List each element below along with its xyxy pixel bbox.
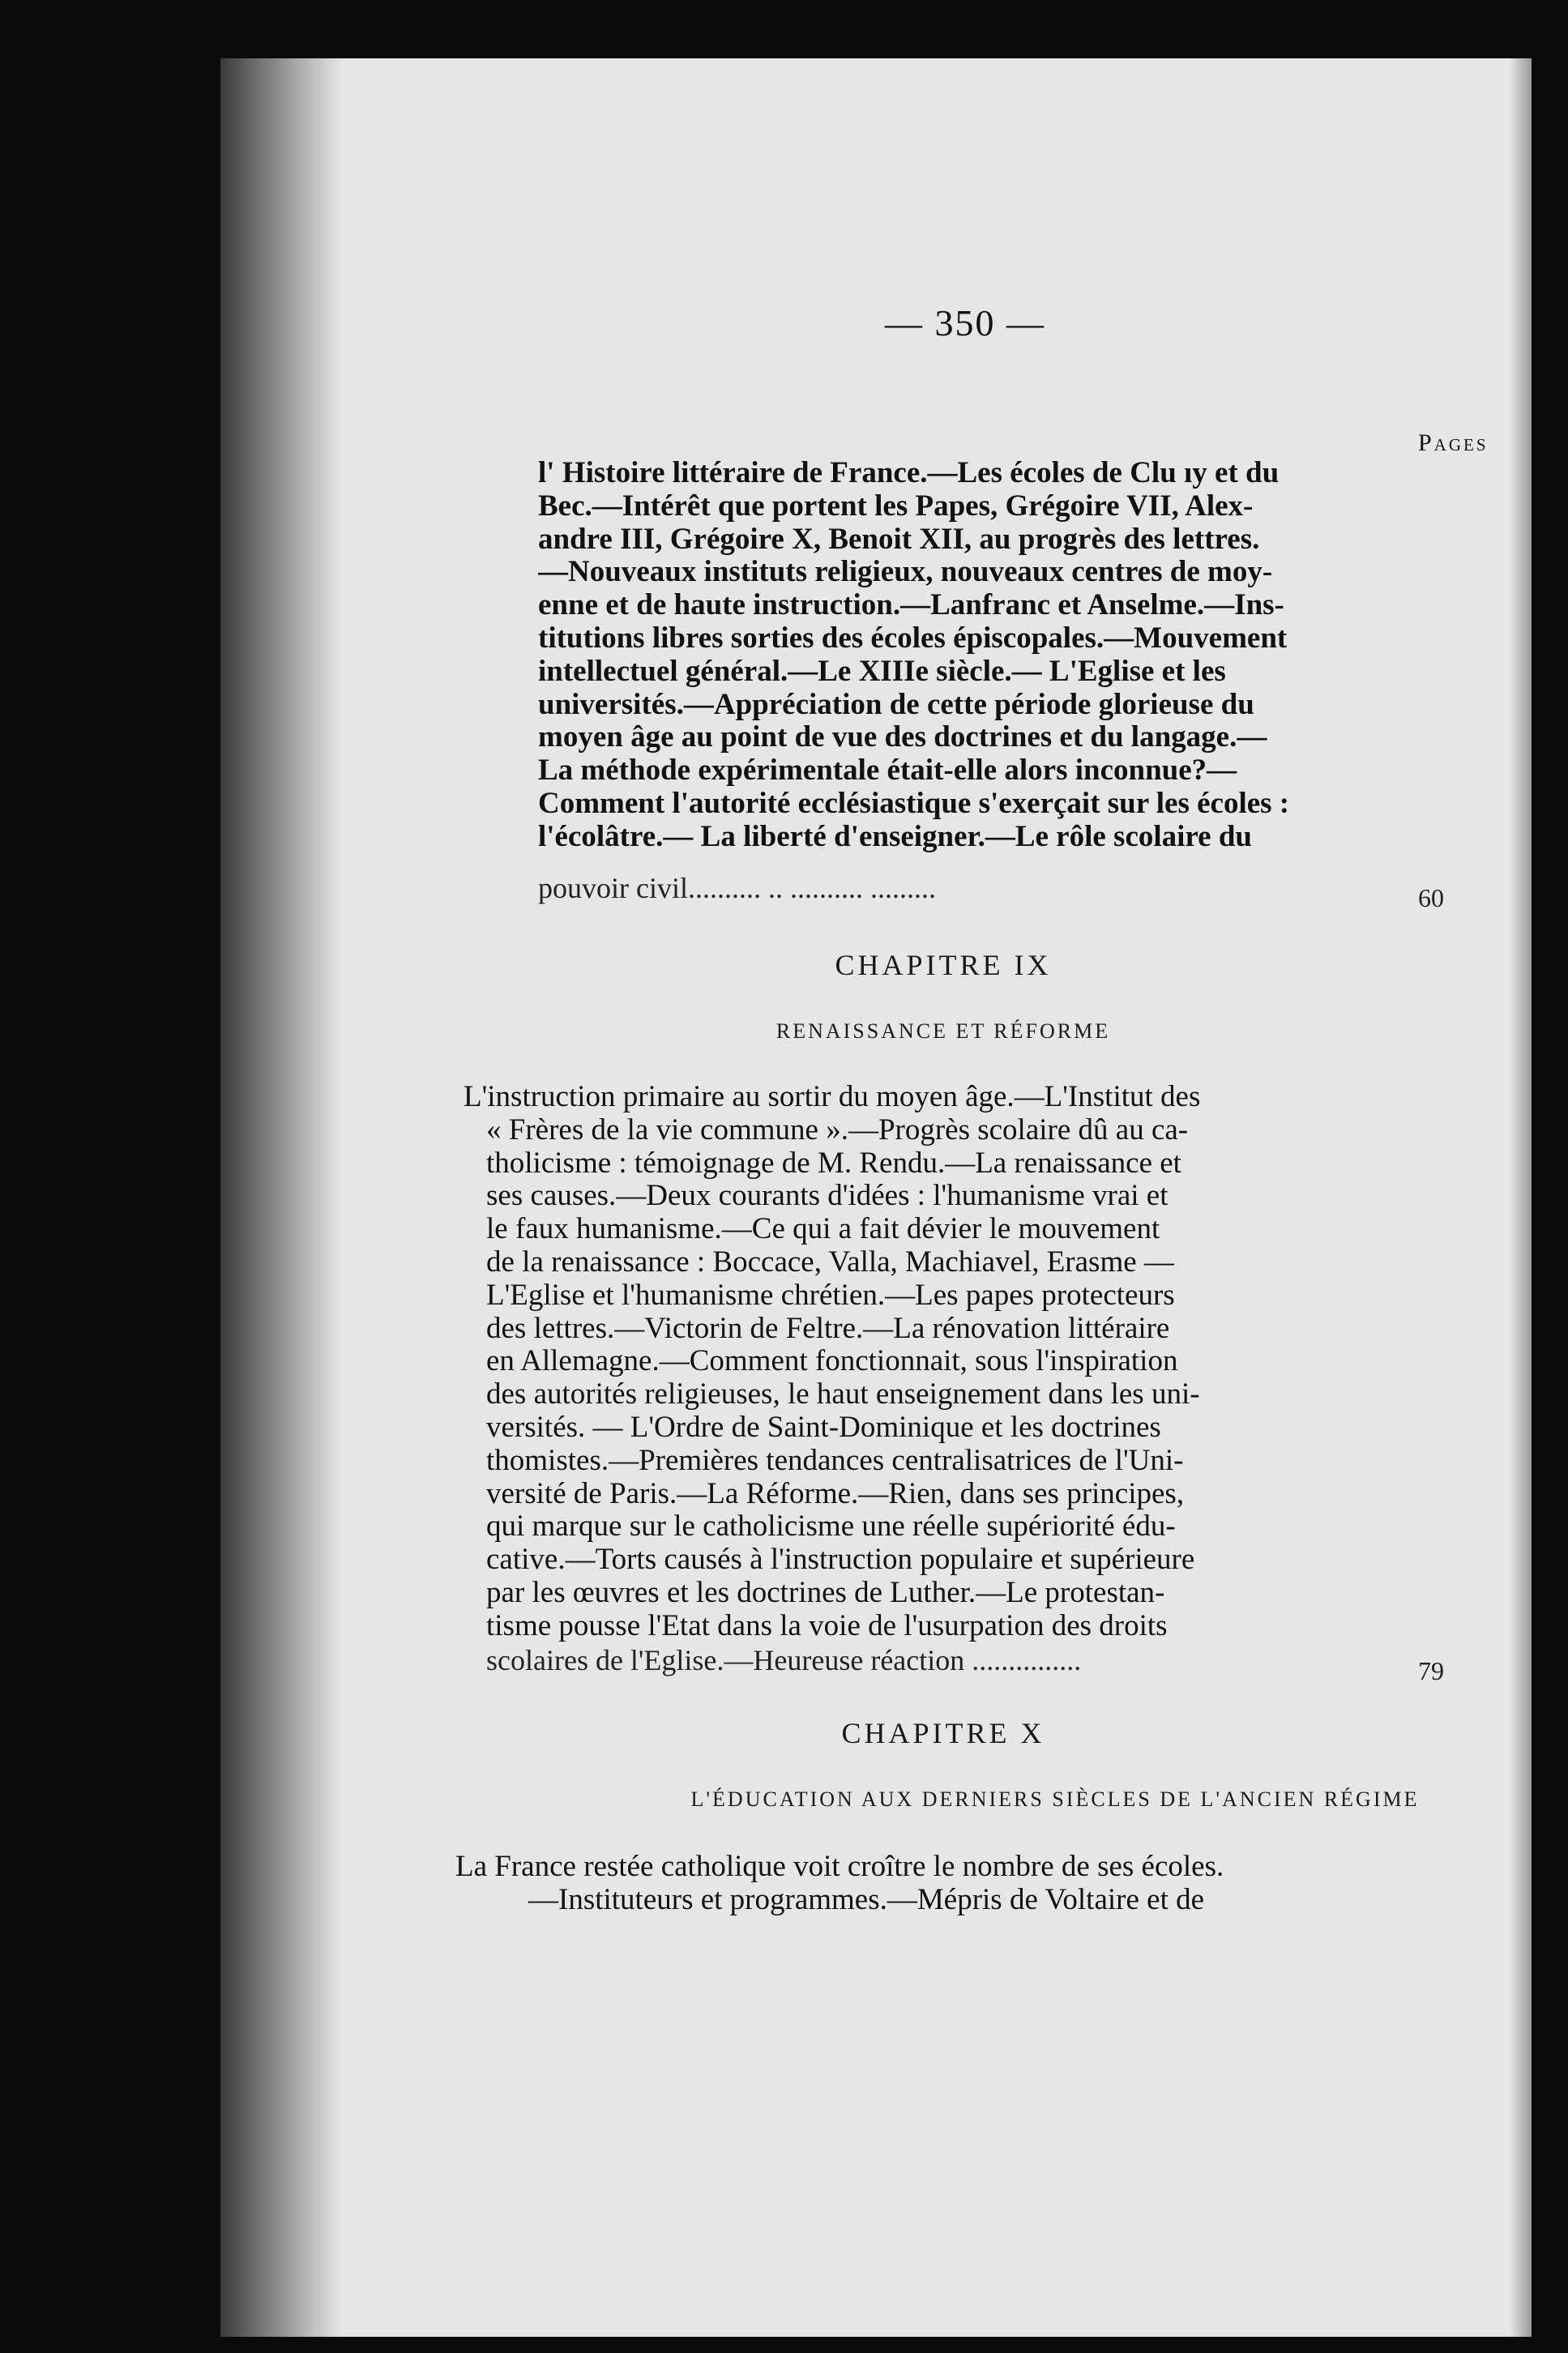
summary-line: des lettres.—Victorin de Feltre.—La rénovation littéraire	[486, 1312, 1170, 1345]
chapter-title: CHAPITRE X	[841, 1717, 1045, 1749]
summary-line: moyen âge au point de vue des doctrines et du langage.—	[538, 721, 1267, 754]
chapter10-summary	[455, 1851, 1532, 1917]
summary-line: « Frères de la vie commune ».—Progrès scolaire dû au ca-	[486, 1113, 1189, 1147]
summary-line: tisme pousse l'Etat dans la voie de l'usurpation des droits	[486, 1609, 1168, 1642]
chapter8-summary	[538, 457, 1532, 854]
summary-line: L'Eglise et l'humanisme chrétien.—Les papes protecteurs	[486, 1279, 1175, 1312]
summary-line: des autorités religieuses, le haut enseignement dans les uni-	[486, 1378, 1200, 1411]
summary-line: L'instruction primaire au sortir du moyen âge.—L'Institut des	[464, 1081, 1201, 1113]
summary-line: versités. — L'Ordre de Saint-Dominique et les doctrines	[486, 1411, 1161, 1444]
summary-line: tholicisme : témoignage de M. Rendu.—La renaissance et	[486, 1147, 1181, 1180]
summary-line: ses causes.—Deux courants d'idées : l'humanisme vrai et	[486, 1180, 1169, 1213]
dot-leader: ...............	[972, 1644, 1082, 1676]
summary-line: le faux humanisme.—Ce qui a fait dévier le mouvement	[486, 1213, 1160, 1246]
summary-line: l' Histoire littéraire de France.—Les écoles de Clu ıy et du	[538, 457, 1280, 489]
summary-line: La méthode expérimentale était-elle alors inconnue?—	[538, 754, 1237, 788]
summary-last-text: pouvoir civil	[538, 872, 688, 904]
chapter9-last-text: scolaires de l'Eglise.—Heureuse réaction	[486, 1644, 965, 1676]
chapter-subtitle: L'ÉDUCATION AUX DERNIERS SIÈCLES DE L'ANCIEN RÉGIME	[690, 1787, 1420, 1811]
summary-line: universités.—Appréciation de cette période glorieuse du	[538, 688, 1254, 721]
summary-line: Bec.—Intérêt que portent les Papes, Grégoire VII, Alex-	[538, 489, 1254, 523]
summary-line: versité de Paris.—La Réforme.—Rien, dans ses principes,	[486, 1477, 1185, 1510]
chapter9-summary	[464, 1081, 1532, 1643]
summary-line: en Allemagne.—Comment fonctionnait, sous l'inspiration	[486, 1345, 1178, 1378]
summary-line: —Nouveaux instituts religieux, nouveaux centres de moy-	[538, 556, 1273, 589]
summary-line: thomistes.—Premières tendances centralisatrices de l'Uni-	[486, 1444, 1184, 1477]
summary-line: titutions libres sorties des écoles épiscopales.—Mouvement	[538, 621, 1288, 655]
book-page	[220, 58, 1532, 2337]
chapter9-last-line	[486, 1643, 1081, 1677]
summary-line: l'écolâtre.— La liberté d'enseigner.—Le rôle scolaire du	[538, 820, 1253, 853]
page-number: — 350 —	[885, 302, 1045, 344]
summary-line: enne et de haute instruction.—Lanfranc et Anselme.—Ins-	[538, 589, 1284, 622]
page-reference: 60	[1418, 883, 1444, 912]
chapter-title: CHAPITRE IX	[835, 949, 1052, 981]
summary-line: qui marque sur le catholicisme une réelle supériorité édu-	[486, 1510, 1176, 1544]
summary-line: Comment l'autorité ecclésiastique s'exerçait sur les écoles :	[538, 787, 1290, 820]
page-gutter-shadow	[220, 58, 342, 2337]
chapter-subtitle: RENAISSANCE ET RÉFORME	[775, 1019, 1111, 1043]
pages-column-label: Pages	[1418, 429, 1489, 456]
page-reference: 79	[1418, 1656, 1444, 1685]
summary-line: cative.—Torts causés à l'instruction populaire et supérieure	[486, 1544, 1195, 1577]
summary-line: La France restée catholique voit croître le nombre de ses écoles.	[455, 1851, 1224, 1883]
summary-line: par les œuvres et les doctrines de Luther.—Le protestan-	[486, 1576, 1165, 1609]
dot-leader: .......... .. .......... .........	[687, 872, 936, 904]
summary-line: de la renaissance : Boccace, Valla, Machiavel, Erasme —	[486, 1245, 1174, 1279]
summary-last-line	[538, 871, 936, 905]
summary-line: intellectuel général.—Le XIIIe siècle.— L'Eglise et les	[538, 655, 1226, 688]
summary-line: andre III, Grégoire X, Benoit XII, au progrès des lettres.	[538, 523, 1260, 556]
summary-line: —Instituteurs et programmes.—Mépris de Voltaire et de	[528, 1883, 1205, 1916]
